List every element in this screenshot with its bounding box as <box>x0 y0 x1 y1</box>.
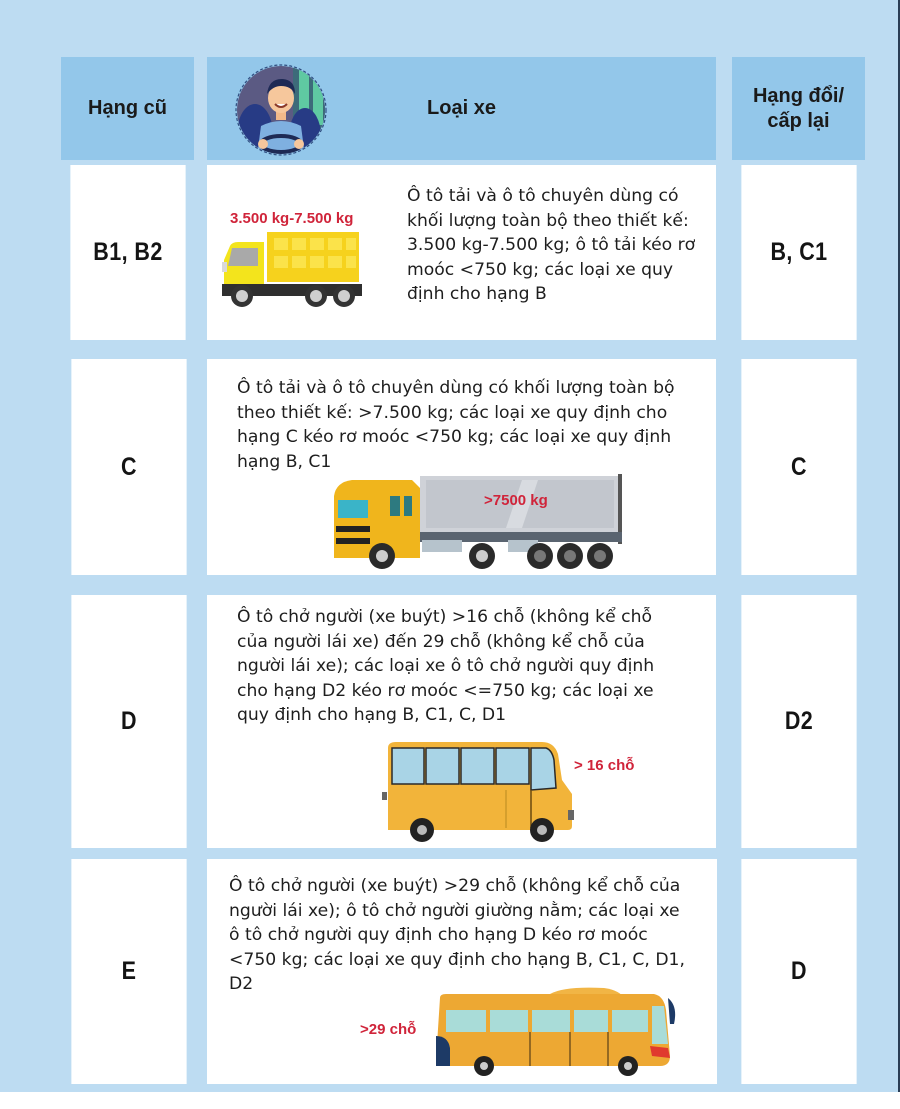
row-3-new-grade <box>741 595 856 848</box>
row-1-new-grade <box>741 165 856 340</box>
row-2-new-grade-text: C <box>791 452 807 481</box>
row-4-old-grade <box>71 859 186 1084</box>
row-1-old-grade-text: B1, B2 <box>93 238 163 266</box>
row-3-seat-tag: > 16 chỗ <box>574 757 635 774</box>
header-new-grade-line1: Hạng đổi/ <box>752 84 845 107</box>
row-1-description: Ô tô tải và ô tô chuyên dùng có khối lượng toàn bộ theo thiết kế: 3.500 kg-7.500 kg; ô tô tải kéo rơ moóc <750 kg; các loại xe quy định cho hạng B <box>407 186 696 304</box>
row-3-description: Ô tô chở người (xe buýt) >16 chỗ (không kể chỗ của người lái xe) đến 29 chỗ (không kể chỗ của người lái xe); các loại xe ô tô chở người quy định cho hạng D2 kéo rơ moóc <=750 kg; các loại xe quy định cho hạng B, C1, C, D1 <box>237 607 655 725</box>
row-4-new-grade-text: D <box>791 957 807 985</box>
row-2-old-grade-text: C <box>121 452 137 481</box>
row-2-weight-tag: >7500 kg <box>484 492 548 509</box>
row-1-weight-tag: 3.500 kg-7.500 kg <box>230 210 354 227</box>
row-2-description: Ô tô tải và ô tô chuyên dùng có khối lượng toàn bộ theo thiết kế: >7.500 kg; các loại xe quy định cho hạng C kéo rơ moóc <750 kg; các loại xe quy định hạng B, C1 <box>237 378 675 472</box>
driver-avatar-icon <box>235 64 327 156</box>
semi-trailer-truck-icon <box>332 474 632 570</box>
minibus-icon <box>382 740 582 844</box>
header-old-grade <box>61 57 194 160</box>
light-truck-icon <box>222 232 367 310</box>
row-2-new-grade <box>741 359 856 575</box>
row-3-old-grade-text: D <box>121 707 137 735</box>
row-4-seat-tag: >29 chỗ <box>360 1021 417 1038</box>
header-new-grade-line2: cấp lại <box>767 109 830 132</box>
row-2-old-grade <box>71 359 186 575</box>
row-4-new-grade <box>741 859 856 1084</box>
row-1-old-grade <box>70 165 185 340</box>
row-4-description: Ô tô chở người (xe buýt) >29 chỗ (không kể chỗ của người lái xe); ô tô chở người giường nằm; các loại xe ô tô chở người quy định cho hạng D kéo rơ moóc <750 kg; các loại xe quy định cho hạng B, C1, C, D1, D2 <box>229 876 685 994</box>
coach-bus-icon <box>434 986 674 1076</box>
row-3-new-grade-text: D2 <box>784 707 814 735</box>
row-3-old-grade <box>71 595 186 848</box>
header-vehicle-type-label: Loại xe <box>427 97 496 119</box>
row-1-new-grade-text: B, C1 <box>770 238 828 266</box>
header-new-grade <box>732 57 865 160</box>
header-old-grade-label: Hạng cũ <box>88 97 167 119</box>
row-4-old-grade-text: E <box>121 957 137 985</box>
